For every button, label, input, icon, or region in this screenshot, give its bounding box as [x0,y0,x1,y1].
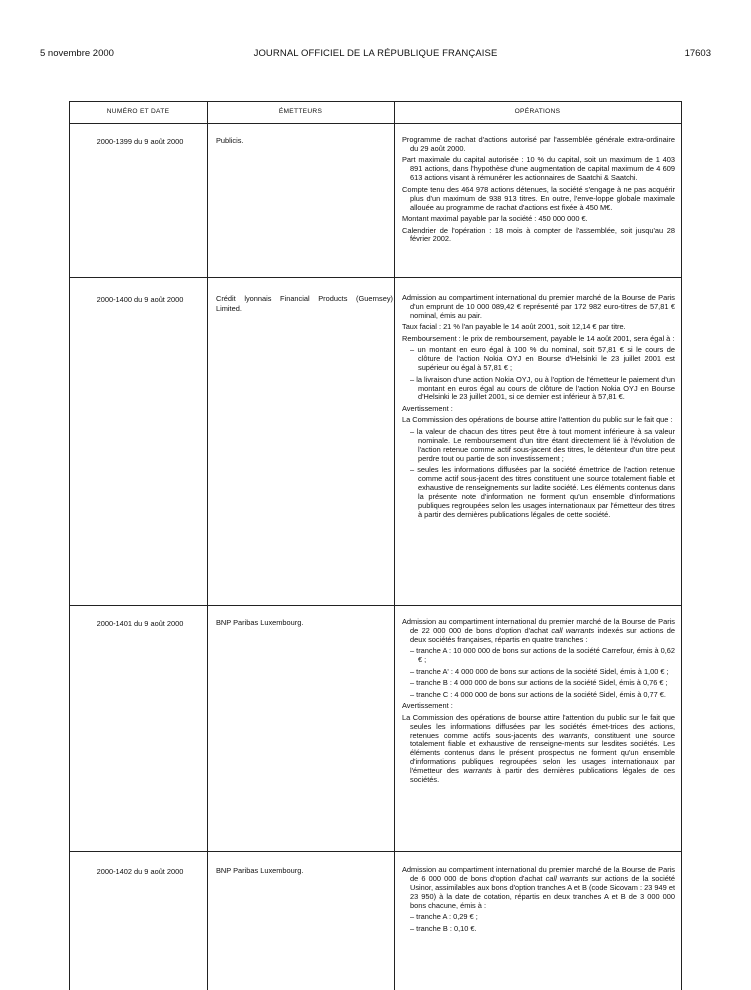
operation-list-item: – un montant en euro égal à 100 % du nominal, soit 57,81 € si le cours de clôture de l'action Nokia OYJ en Bourse d'Helsinki le 23 juillet 2001 est supérieur ou égal à 57,81 € ; [410,345,675,373]
column-header-operations: OPÉRATIONS [514,108,561,115]
operation-paragraph: La Commission des opérations de bourse attire l'attention du public sur le fait que seules les informations diffusées par les sociétés émet-trices des actions, retenues comme actifs sous-jacents des warrants, constituent une source totalement fiable et exhaustive de renseigne-ments sur lesdites sociétés. Les éléments contenus dans le présent prospectus ne forment qu'un ensemble d'informations publiques regroupées selon les usages internationaux par l'émetteur des warrants à partir des dernières publications légales de ces sociétés. [402,712,675,785]
row-number: 2000-1399 du 9 août 2000 [96,137,184,146]
operation-list-item: – la valeur de chacun des titres peut être à tout moment inférieure à sa valeur nominale. Le remboursement d'un titre étant directement lié à l'évolution de l'action retenue comme actif sous-jacent des titres, le détenteur d'un titre peut perdre tout ou partie de son investissement ; [410,426,675,463]
operation-list-item: – la livraison d'une action Nokia OYJ, ou à l'option de l'émetteur le paiement d'un montant en euros égal au cours de clôture de l'action Nokia OYJ en Bourse d'Helsinki le 23 juillet 2001, si ce dernier est inférieur à 57,81 €. [410,374,675,402]
operation-paragraph: Taux facial : 21 % l'an payable le 14 août 2001, soit 12,14 € par titre. [402,322,626,332]
table-border-left [69,101,70,990]
operation-list-item: – tranche B : 4 000 000 de bons sur actions de la société Sidel, émis à 0,76 € ; [410,678,668,688]
operation-list-item: – tranche C : 4 000 000 de bons sur actions de la société Sidel, émis à 0,77 €. [410,689,666,699]
row-operations [402,618,675,788]
operation-list-item: – tranche A : 0,29 € ; [410,912,478,922]
column-divider [394,101,395,990]
table-border-right [681,101,682,990]
operation-paragraph: Calendrier de l'opération : 18 mois à compter de l'assemblée, soit jusqu'au 28 février 2002. [402,225,675,244]
operation-paragraph: Montant maximal payable par la société : 450 000 000 €. [402,214,588,224]
row-operations [402,294,675,522]
row-separator [69,851,682,852]
header-rule [69,123,682,124]
column-header-issuers: ÉMETTEURS [278,108,323,115]
row-issuer: BNP Paribas Luxembourg. [216,618,304,627]
row-operations [402,136,675,247]
operations-table [69,101,682,990]
operation-list-item: – tranche A : 10 000 000 de bons sur actions de la société Carrefour, émis à 0,62 € ; [410,646,675,665]
journal-title: JOURNAL OFFICIEL DE LA RÉPUBLIQUE FRANÇAISE [253,48,498,59]
row-number: 2000-1401 du 9 août 2000 [96,619,184,628]
warning-heading: Avertissement : [402,701,453,711]
operation-paragraph: Admission au compartiment international du premier marché de la Bourse de Paris de 22 000 000 de bons d'option d'achat call warrants indexés sur actions de deux sociétés françaises, répartis en quatre tranches : [402,617,675,644]
operation-list-item: – tranche A' : 4 000 000 de bons sur actions de la société Sidel, émis à 1,00 € ; [410,666,669,676]
row-operations [402,866,675,936]
row-number: 2000-1400 du 9 août 2000 [96,295,184,304]
row-issuer: BNP Paribas Luxembourg. [216,866,304,875]
row-issuer: Crédit lyonnais Financial Products (Guernsey) Limited. [216,294,393,313]
operation-list-item: – seules les informations diffusées par la société émettrice de l'action retenue comme actif sous-jacent des titres constituent une source totalement fiable et exhaustive de renseignements sur ladite société. Les éléments contenus dans la présente note d'information ne forment qu'un ensemble d'informations publiques regroupées selon les usages internationaux par l'émetteur des titres à partir des dernières publications légales de cette société. [410,465,675,519]
row-issuer: Publicis. [216,136,244,145]
row-number: 2000-1402 du 9 août 2000 [96,867,184,876]
page-number: 17603 [684,48,711,59]
row-separator [69,277,682,278]
warning-heading: Avertissement : [402,403,453,413]
row-separator [69,605,682,606]
operation-paragraph: La Commission des opérations de bourse attire l'attention du public sur le fait que : [402,415,673,425]
header-date: 5 novembre 2000 [40,48,114,59]
operation-paragraph: Part maximale du capital autorisée : 10 % du capital, soit un maximum de 1 403 891 actions, dans l'hypothèse d'une augmentation de capital maximum de 4 609 613 actions visant à rémunérer les actionnaires de Saatchi & Saatchi. [402,155,675,183]
column-divider [207,101,208,990]
operation-list-item: – tranche B : 0,10 €. [410,923,477,933]
operation-paragraph: Remboursement : le prix de remboursement, payable le 14 août 2001, sera égal à : [402,333,675,343]
operation-paragraph: Admission au compartiment international du premier marché de la Bourse de Paris de 6 000 000 de bons d'option d'achat call warrants sur actions de la société Usinor, assimilables aux bons d'option tranches A et B (code Sicovam : 23 949 et 23 950) à la date de cotation, répartis en deux tranches A et B de 3 000 000 bons chacune, émis à : [402,865,675,910]
operation-paragraph: Compte tenu des 464 978 actions détenues, la société s'engage à ne pas acquérir plus d'un maximum de 938 913 titres. En outre, l'enve-loppe globale maximale allouée au programme de rachat d'actions est fixée à 450 M€. [402,184,675,212]
operation-paragraph: Programme de rachat d'actions autorisé par l'assemblée générale extra-ordinaire du 29 août 2000. [402,135,675,153]
column-header-number: NUMÉRO ET DATE [106,108,170,115]
operation-paragraph: Admission au compartiment international du premier marché de la Bourse de Paris d'un emprunt de 10 000 089,42 € représenté par 172 982 euro-titres de 57,81 € nominal, émis au pair. [402,293,675,320]
